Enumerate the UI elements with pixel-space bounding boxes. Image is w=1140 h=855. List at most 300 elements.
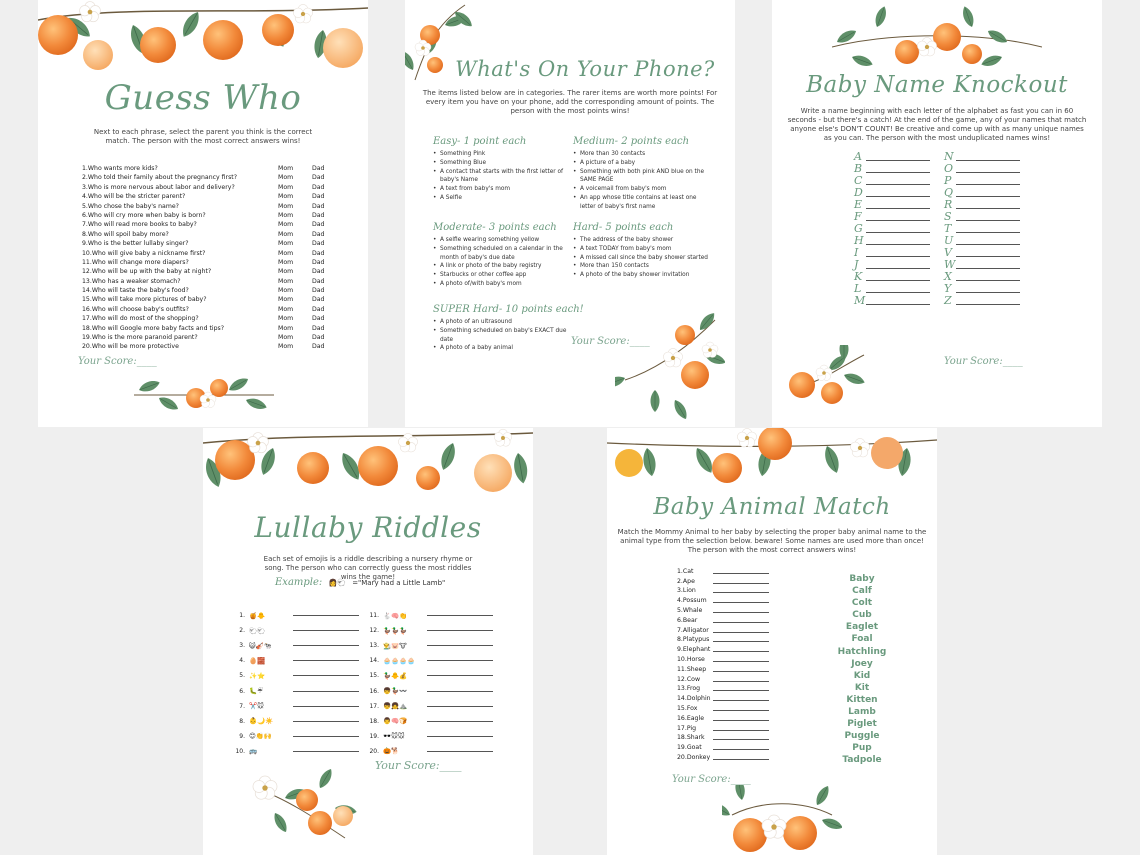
mom-option[interactable]: Mom: [278, 221, 294, 229]
question-text: 17.Who will do most of the shopping?: [82, 315, 199, 323]
letter-label: O: [944, 162, 954, 175]
points-section: [433, 136, 573, 203]
riddle-number: 5.: [239, 672, 245, 680]
letter-label: V: [944, 246, 952, 259]
animal-answer-line[interactable]: [713, 739, 769, 740]
letter-row: [944, 186, 1020, 198]
riddle-answer-line[interactable]: [293, 645, 359, 646]
name-answer-line[interactable]: [866, 208, 930, 209]
points-section-heading: Medium- 2 points each: [573, 136, 690, 147]
letter-row: [944, 246, 1020, 258]
question-row: [82, 230, 332, 239]
mom-option[interactable]: Mom: [278, 334, 294, 342]
points-item-list: [433, 236, 573, 289]
riddle-answer-line[interactable]: [427, 645, 493, 646]
lullaby-title: Lullaby Riddles: [254, 511, 482, 544]
mom-option[interactable]: Mom: [278, 183, 294, 191]
question-row: [82, 342, 332, 351]
mom-option[interactable]: Mom: [278, 165, 294, 172]
dad-option[interactable]: Dad: [312, 334, 325, 342]
animal-answer-line[interactable]: [713, 671, 769, 672]
guess-who-card: [38, 0, 368, 427]
animal-name: 13.Frog: [677, 685, 701, 693]
animal-name: 7.Alligator: [677, 626, 709, 634]
orange-sprig-corner-illustration: [784, 345, 874, 415]
dad-option[interactable]: Dad: [312, 202, 325, 210]
riddle-number: 16.: [369, 687, 379, 695]
animal-row: [677, 624, 769, 634]
animal-answer-line[interactable]: [713, 749, 769, 750]
question-text: 10.Who will give baby a nickname first?: [82, 249, 206, 257]
riddle-answer-line[interactable]: [427, 706, 493, 707]
guess-who-intro: Next to each phrase, select the parent you think is the correct match. The person with the most correct answers wins!: [93, 128, 313, 145]
question-row: [82, 314, 332, 323]
question-text: 7.Who will read more books to baby?: [82, 221, 197, 229]
animal-row: [677, 712, 769, 722]
animal-row: [677, 741, 769, 751]
mom-option[interactable]: Mom: [278, 258, 294, 266]
letter-label: D: [854, 186, 863, 199]
baby-name-option: Puggle: [844, 731, 880, 742]
riddle-answer-line[interactable]: [293, 691, 359, 692]
letter-label: G: [854, 222, 863, 235]
letter-row: [944, 258, 1020, 270]
knockout-right-letters: [944, 150, 1020, 306]
baby-name-option: Colt: [851, 598, 873, 609]
dad-option[interactable]: Dad: [312, 211, 325, 219]
dad-option[interactable]: Dad: [312, 268, 325, 276]
animal-answer-line[interactable]: [713, 641, 769, 642]
letter-row: [854, 246, 930, 258]
animal-answer-line[interactable]: [713, 690, 769, 691]
letter-row: [944, 222, 1020, 234]
name-answer-line[interactable]: [866, 256, 930, 257]
name-answer-line[interactable]: [956, 196, 1020, 197]
letter-row: [854, 234, 930, 246]
riddle-answer-line[interactable]: [427, 751, 493, 752]
riddle-answer-line[interactable]: [427, 721, 493, 722]
riddle-number: 6.: [239, 687, 245, 695]
riddle-answer-line[interactable]: [293, 736, 359, 737]
letter-label: L: [854, 282, 862, 295]
mom-option[interactable]: Mom: [278, 343, 294, 351]
name-answer-line[interactable]: [956, 304, 1020, 305]
name-answer-line[interactable]: [866, 232, 930, 233]
name-answer-line[interactable]: [866, 196, 930, 197]
letter-label: I: [854, 246, 859, 259]
riddle-number: 17.: [369, 702, 379, 710]
lullaby-example-answer: ="Mary had a Little Lamb": [352, 579, 446, 587]
letter-label: Y: [944, 282, 952, 295]
question-row: [82, 239, 332, 248]
name-answer-line[interactable]: [866, 160, 930, 161]
riddle-emojis: 🥚🧱: [249, 656, 266, 665]
points-item: • A link or photo of the baby registry: [433, 262, 573, 271]
name-answer-line[interactable]: [866, 184, 930, 185]
question-row: [82, 183, 332, 192]
riddle-answer-line[interactable]: [427, 675, 493, 676]
animal-answer-line[interactable]: [713, 700, 769, 701]
name-answer-line[interactable]: [866, 172, 930, 173]
baby-name-option: Eaglet: [845, 622, 879, 633]
mom-option[interactable]: Mom: [278, 240, 294, 248]
riddle-row: [367, 653, 493, 668]
letter-row: [944, 198, 1020, 210]
question-text: 3.Who is more nervous about labor and delivery?: [82, 183, 235, 191]
knockout-title: Baby Name Knockout: [806, 72, 1068, 98]
animal-name: 8.Platypus: [677, 636, 710, 644]
points-item-list: [433, 318, 573, 353]
knockout-intro: Write a name beginning with each letter of the alphabet as fast you can in 60 seconds - but there's a catch! At the end of the game, any of your names that match anyone else's DON'T COUNT! Be creative and come up with as many unique names as you can. The person with the most unduplicated names wins!: [787, 107, 1087, 142]
knockout-score[interactable]: Your Score:____: [944, 356, 1023, 367]
name-answer-line[interactable]: [956, 184, 1020, 185]
question-text: 11.Who will change more diapers?: [82, 258, 189, 266]
animal-answer-line[interactable]: [713, 583, 769, 584]
dad-option[interactable]: Dad: [312, 165, 325, 172]
riddle-emojis: 👶🌙☀️: [249, 717, 274, 726]
riddle-answer-line[interactable]: [293, 630, 359, 631]
question-text: 19.Who is the more paranoid parent?: [82, 334, 198, 342]
animal-name: 10.Horse: [677, 655, 705, 663]
riddle-emojis: 👨🧠🍞: [383, 717, 408, 726]
points-item-list: [433, 150, 573, 203]
animal-row: [677, 732, 769, 742]
riddle-answer-line[interactable]: [293, 675, 359, 676]
dad-option[interactable]: Dad: [312, 174, 325, 182]
animal-answer-line[interactable]: [713, 651, 769, 652]
question-row: [82, 305, 332, 314]
letter-row: [944, 234, 1020, 246]
riddle-answer-line[interactable]: [293, 721, 359, 722]
riddle-answer-line[interactable]: [293, 706, 359, 707]
question-text: 6.Who will cry more when baby is born?: [82, 211, 206, 219]
name-answer-line[interactable]: [956, 208, 1020, 209]
letter-label: F: [854, 210, 862, 223]
name-answer-line[interactable]: [866, 292, 930, 293]
letter-row: [854, 294, 930, 306]
phone-score[interactable]: Your Score:____: [571, 336, 650, 347]
question-text: 9.Who is the better lullaby singer?: [82, 240, 189, 248]
question-row: [82, 286, 332, 295]
riddle-number: 10.: [235, 747, 245, 755]
dad-option[interactable]: Dad: [312, 315, 325, 323]
letter-label: C: [854, 174, 863, 187]
letter-label: E: [854, 198, 863, 211]
orange-cluster-bottom-illustration: [722, 785, 842, 855]
points-item: • A photo of/with baby's mom: [433, 280, 573, 289]
name-answer-line[interactable]: [956, 232, 1020, 233]
letter-row: [854, 222, 930, 234]
points-item: • A photo of the baby shower invitation: [573, 271, 713, 280]
question-text: 15.Who will take more pictures of baby?: [82, 296, 207, 304]
riddle-row: [233, 714, 359, 729]
animal-answer-line[interactable]: [713, 720, 769, 721]
question-text: 4.Who will be the stricter parent?: [82, 193, 186, 201]
question-row: [82, 211, 332, 220]
riddle-number: 3.: [239, 642, 245, 650]
dad-option[interactable]: Dad: [312, 183, 325, 191]
riddle-row: [367, 744, 493, 759]
animal-answer-line[interactable]: [713, 730, 769, 731]
guess-who-score[interactable]: Your Score:____: [78, 356, 157, 367]
animal-row: [677, 614, 769, 624]
animal-name: 17.Pig: [677, 724, 697, 732]
animal-answer-line[interactable]: [713, 681, 769, 682]
dad-option[interactable]: Dad: [312, 230, 325, 238]
riddle-answer-line[interactable]: [427, 660, 493, 661]
letter-row: [944, 162, 1020, 174]
points-item: • More than 30 contacts: [573, 150, 713, 159]
animal-row: [677, 643, 769, 653]
question-text: 18.Who will Google more baby facts and tips?: [82, 324, 225, 332]
question-text: 20.Who will be more protective: [82, 343, 179, 351]
animal-row: [677, 702, 769, 712]
points-item: • A Selfie: [433, 194, 573, 203]
animal-name: 16.Eagle: [677, 714, 704, 722]
lullaby-example-emoji: 👩🐑: [328, 579, 346, 587]
points-item: • A text from baby's mom: [433, 185, 573, 194]
points-item: • Something scheduled on a calendar in the month of baby's due date: [433, 245, 573, 263]
points-item: • An app whose title contains at least one letter of baby's first name: [573, 194, 713, 212]
letter-label: S: [944, 210, 952, 223]
orange-sprig-bottom-illustration: [134, 370, 274, 420]
orange-garland-top-illustration: [832, 2, 1042, 82]
animal-answer-line[interactable]: [713, 710, 769, 711]
dad-option[interactable]: Dad: [312, 193, 325, 201]
animal-answer-line[interactable]: [713, 592, 769, 593]
animal-row: [677, 751, 769, 761]
points-item: • Starbucks or other coffee app: [433, 271, 573, 280]
animal-row: [677, 653, 769, 663]
letter-row: [944, 174, 1020, 186]
animal-answer-line[interactable]: [713, 759, 769, 760]
mom-option[interactable]: Mom: [278, 230, 294, 238]
riddle-emojis: 🧁🧁🧁🧁: [383, 656, 416, 665]
riddle-emojis: ✂️🐭: [249, 702, 264, 711]
riddle-answer-line[interactable]: [427, 615, 493, 616]
letter-row: [854, 198, 930, 210]
riddle-emojis: 🍯🐥: [249, 611, 266, 620]
points-item: • The address of the baby shower: [573, 236, 713, 245]
question-row: [82, 295, 332, 304]
letter-label: T: [944, 222, 952, 235]
mom-option[interactable]: Mom: [278, 211, 294, 219]
riddle-answer-line[interactable]: [293, 751, 359, 752]
baby-name-list: [827, 573, 897, 767]
mom-option[interactable]: Mom: [278, 268, 294, 276]
animal-name: 1.Cat: [677, 567, 694, 575]
baby-name-option: Baby: [849, 574, 875, 584]
animal-row: [677, 585, 769, 595]
mom-option[interactable]: Mom: [278, 324, 294, 332]
animal-list: [677, 565, 769, 761]
animal-name: 9.Elephant: [677, 646, 711, 654]
letter-row: [854, 162, 930, 174]
points-section: [573, 136, 713, 212]
name-answer-line[interactable]: [866, 280, 930, 281]
dad-option[interactable]: Dad: [312, 277, 325, 285]
mom-option[interactable]: Mom: [278, 202, 294, 210]
points-item: • A voicemail from baby's mom: [573, 185, 713, 194]
animal-row: [677, 575, 769, 585]
orange-sprig-bottom-illustration: [245, 768, 365, 848]
guess-who-title: Guess Who: [104, 78, 302, 118]
letter-row: [944, 150, 1020, 162]
baby-name-option: Foal: [851, 634, 873, 645]
dad-option[interactable]: Dad: [312, 324, 325, 332]
mom-option[interactable]: Mom: [278, 193, 294, 201]
riddle-emojis: 👦🦆〰️: [383, 687, 408, 696]
riddle-row: [233, 623, 359, 638]
riddle-row: [233, 668, 359, 683]
letter-label: X: [944, 270, 952, 283]
animal-answer-line[interactable]: [713, 612, 769, 613]
name-answer-line[interactable]: [956, 292, 1020, 293]
name-answer-line[interactable]: [956, 160, 1020, 161]
dad-option[interactable]: Dad: [312, 249, 325, 257]
riddle-number: 4.: [239, 657, 245, 665]
riddle-answer-line[interactable]: [293, 660, 359, 661]
animal-row: [677, 692, 769, 702]
name-answer-line[interactable]: [866, 304, 930, 305]
riddle-answer-line[interactable]: [427, 691, 493, 692]
letter-label: H: [854, 234, 864, 247]
animal-row: [677, 663, 769, 673]
dad-option[interactable]: Dad: [312, 305, 325, 313]
animal-answer-line[interactable]: [713, 632, 769, 633]
animal-row: [677, 604, 769, 614]
baby-name-option: Cub: [852, 610, 872, 621]
riddle-answer-line[interactable]: [427, 630, 493, 631]
question-text: 13.Who has a weaker stomach?: [82, 277, 181, 285]
baby-name-option: Kit: [854, 682, 870, 693]
animal-name: 4.Possum: [677, 597, 707, 605]
name-answer-line[interactable]: [956, 244, 1020, 245]
mom-option[interactable]: Mom: [278, 305, 294, 313]
name-answer-line[interactable]: [866, 244, 930, 245]
riddle-row: [367, 608, 493, 623]
letter-label: N: [944, 150, 954, 163]
points-section-heading: Moderate- 3 points each: [433, 222, 557, 233]
animal-answer-line[interactable]: [713, 602, 769, 603]
orange-branch-top-illustration: [203, 428, 533, 508]
name-answer-line[interactable]: [956, 256, 1020, 257]
points-item: • A photo of an ultrasound: [433, 318, 573, 327]
riddle-row: [367, 683, 493, 698]
riddle-emojis: 😺🎻🐄: [249, 641, 272, 650]
riddle-number: 13.: [369, 642, 379, 650]
riddle-row: [233, 683, 359, 698]
riddle-emojis: 🦆🦆🦆: [383, 626, 408, 635]
letter-label: R: [944, 198, 953, 211]
mom-option[interactable]: Mom: [278, 296, 294, 304]
animal-row: [677, 683, 769, 693]
animal-row: [677, 565, 769, 575]
baby-name-option: Hatchling: [837, 646, 887, 657]
riddle-row: [233, 638, 359, 653]
name-answer-line[interactable]: [866, 268, 930, 269]
mom-option[interactable]: Mom: [278, 287, 294, 295]
riddle-row: [233, 699, 359, 714]
dad-option[interactable]: Dad: [312, 343, 325, 351]
riddle-number: 9.: [239, 732, 245, 740]
animal-match-score[interactable]: Your Score:____: [672, 774, 751, 785]
letter-label: K: [854, 270, 863, 283]
animal-row: [677, 722, 769, 732]
letter-label: P: [944, 174, 952, 187]
points-item: • Something Blue: [433, 159, 573, 168]
letter-row: [854, 210, 930, 222]
mom-option[interactable]: Mom: [278, 315, 294, 323]
riddle-emojis: 🐑🐑: [249, 626, 266, 635]
riddle-number: 1.: [239, 612, 245, 620]
riddle-answer-line[interactable]: [293, 615, 359, 616]
points-section: [433, 304, 584, 353]
letter-label: Q: [944, 186, 954, 199]
riddle-row: [367, 729, 493, 744]
dad-option[interactable]: Dad: [312, 287, 325, 295]
mom-option[interactable]: Mom: [278, 174, 294, 182]
dad-option[interactable]: Dad: [312, 296, 325, 304]
name-answer-line[interactable]: [956, 268, 1020, 269]
mom-option[interactable]: Mom: [278, 277, 294, 285]
animal-match-title: Baby Animal Match: [653, 494, 891, 520]
question-row: [82, 173, 332, 182]
animal-answer-line[interactable]: [713, 573, 769, 574]
dad-option[interactable]: Dad: [312, 258, 325, 266]
name-answer-line[interactable]: [956, 220, 1020, 221]
mom-option[interactable]: Mom: [278, 249, 294, 257]
points-item: • More than 150 contacts: [573, 262, 713, 271]
riddle-answer-line[interactable]: [427, 736, 493, 737]
baby-name-option: Pup: [852, 743, 872, 754]
baby-name-option: Calf: [852, 586, 872, 597]
animal-row: [677, 673, 769, 683]
animal-answer-line[interactable]: [713, 661, 769, 662]
riddle-number: 2.: [239, 627, 245, 635]
lullaby-example: [275, 577, 495, 588]
letter-label: U: [944, 234, 954, 247]
riddle-number: 12.: [369, 627, 379, 635]
name-answer-line[interactable]: [956, 280, 1020, 281]
dad-option[interactable]: Dad: [312, 221, 325, 229]
name-answer-line[interactable]: [956, 172, 1020, 173]
question-row: [82, 258, 332, 267]
animal-name: 3.Lion: [677, 587, 696, 595]
riddle-row: [233, 653, 359, 668]
question-text: 8.Who will spoil baby more?: [82, 230, 169, 238]
riddle-emojis: 🎃🐕: [383, 747, 400, 756]
points-section-heading: Easy- 1 point each: [433, 136, 527, 147]
question-row: [82, 249, 332, 258]
riddle-number: 11.: [369, 612, 379, 620]
letter-row: [854, 186, 930, 198]
points-item: • A text TODAY from baby's mom: [573, 245, 713, 254]
riddle-emojis: 😊👏🙌: [249, 732, 272, 741]
animal-name: 11.Sheep: [677, 665, 707, 673]
riddle-row: [367, 623, 493, 638]
lullaby-score[interactable]: Your Score:____: [375, 759, 462, 772]
question-row: [82, 164, 332, 173]
points-item: • Something scheduled on baby's EXACT due date: [433, 327, 573, 345]
points-item: • Something Pink: [433, 150, 573, 159]
dad-option[interactable]: Dad: [312, 240, 325, 248]
animal-answer-line[interactable]: [713, 622, 769, 623]
question-row: [82, 192, 332, 201]
lullaby-riddles-left: [233, 608, 359, 759]
riddle-emojis: 👦👧⛰️: [383, 702, 408, 711]
name-answer-line[interactable]: [866, 220, 930, 221]
